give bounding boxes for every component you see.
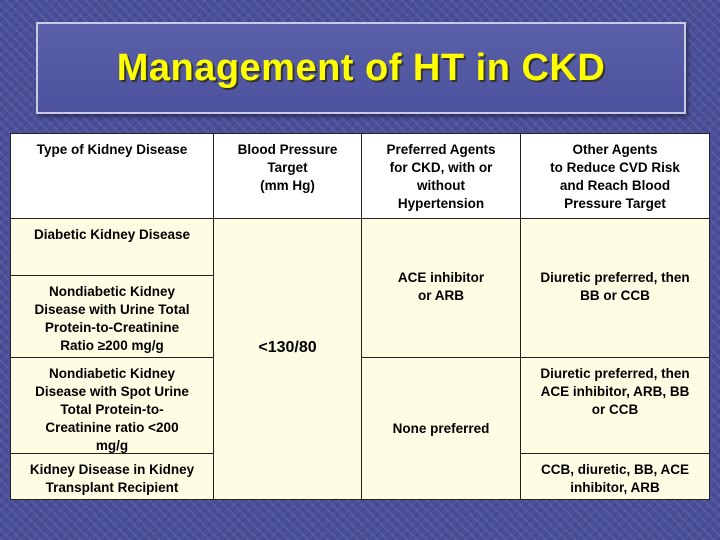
other-agents-diuretic-ace-arb	[521, 358, 710, 454]
slide-title: Management of HT in CKD	[116, 46, 606, 89]
cell-text: ACE inhibitor or ARB	[397, 270, 485, 303]
other-agents-diuretic-bb-ccb	[521, 219, 710, 358]
header-type-of-kidney-disease	[10, 133, 214, 219]
preferred-agents-ace-arb	[362, 219, 521, 358]
table-grid	[10, 133, 710, 500]
management-table	[10, 133, 710, 500]
header-preferred-agents	[362, 133, 521, 219]
bp-target-cell	[214, 219, 362, 500]
disease-type-nondiabetic-high	[10, 276, 214, 358]
cell-text: Diabetic Kidney Disease	[33, 227, 191, 242]
header-label: Preferred Agents for CKD, with or without Hypertension	[386, 142, 496, 211]
cell-text: Nondiabetic Kidney Disease with Urine Total Protein-to-Creatinine Ratio ≥200 mg/g	[34, 284, 190, 353]
preferred-agents-none	[362, 358, 521, 500]
header-bp-target	[214, 133, 362, 219]
disease-type-transplant	[10, 454, 214, 500]
cell-text: Diuretic preferred, then BB or CCB	[540, 270, 690, 303]
cell-text: Kidney Disease in Kidney Transplant Recipient	[29, 462, 195, 495]
header-other-agents	[521, 133, 710, 219]
title-box	[36, 22, 686, 114]
cell-text: Diuretic preferred, then ACE inhibitor, ARB, BB or CCB	[540, 366, 690, 417]
header-label: Type of Kidney Disease	[36, 142, 188, 157]
header-label: Blood Pressure Target (mm Hg)	[237, 142, 338, 193]
other-agents-ccb-diuretic	[521, 454, 710, 500]
cell-text: CCB, diuretic, BB, ACE inhibitor, ARB	[540, 462, 689, 495]
cell-text: Nondiabetic Kidney Disease with Spot Urine Total Protein-to- Creatinine ratio <200 mg/g	[35, 366, 189, 453]
bp-target-value: <130/80	[258, 339, 317, 356]
disease-type-diabetic	[10, 219, 214, 276]
cell-text: None preferred	[392, 421, 490, 436]
header-label: Other Agents to Reduce CVD Risk and Reach Blood Pressure Target	[550, 142, 680, 211]
disease-type-nondiabetic-low	[10, 358, 214, 454]
